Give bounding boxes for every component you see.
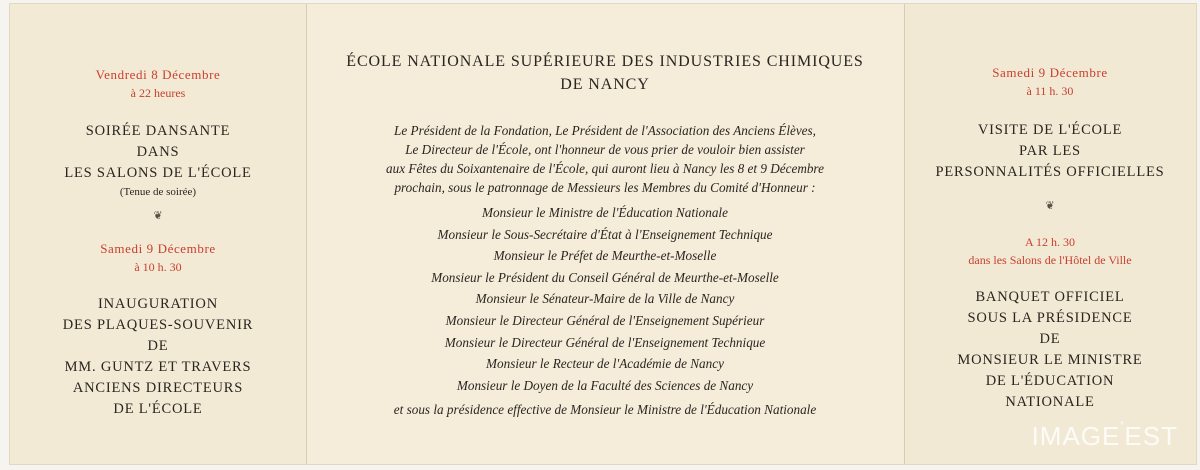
soiree-line-1: SOIRÉE DANSANTE — [85, 123, 231, 139]
intro-line-2: Le Directeur de l'École, ont l'honneur de vous prier de vouloir bien assister — [405, 142, 805, 157]
friday-time: à 22 heures — [130, 86, 186, 100]
banquet-line-6: NATIONALE — [1005, 394, 1095, 410]
intro-line-1: Le Président de la Fondation, Le Président de l'Association des Anciens Élèves, — [394, 123, 816, 138]
school-title-line-1: ÉCOLE NATIONALE SUPÉRIEURE DES INDUSTRIES CHIMIQUES — [346, 53, 864, 70]
banquet-line-5: DE L'ÉDUCATION — [985, 373, 1115, 389]
invitation-card — [10, 4, 1196, 464]
inauguration-line-3: DE — [147, 338, 169, 354]
honor-member: Monsieur le Recteur de l'Académie de Nancy — [486, 356, 724, 372]
dress-code-note: (Tenue de soirée) — [119, 186, 197, 198]
middle-panel — [306, 4, 904, 464]
banquet-line-2: SOUS LA PRÉSIDENCE — [967, 310, 1133, 326]
honor-member: Monsieur le Préfet de Meurthe-et-Moselle — [493, 248, 717, 264]
closing-line: et sous la présidence effective de Monsieur le Ministre de l'Éducation Nationale — [393, 402, 817, 417]
honor-member: Monsieur le Sénateur-Maire de la Ville de Nancy — [475, 291, 735, 307]
honor-member: Monsieur le Président du Conseil Général de Meurthe-et-Moselle — [431, 269, 779, 285]
banquet-line-4: MONSIEUR LE MINISTRE — [957, 352, 1143, 368]
ornament-icon: ❦ — [153, 210, 163, 222]
honor-member: Monsieur le Ministre de l'Éducation Nationale — [482, 205, 728, 220]
honor-member: Monsieur le Doyen de la Faculté des Sciences de Nancy — [456, 377, 754, 393]
inauguration-line-2: DES PLAQUES-SOUVENIR — [62, 317, 254, 333]
school-title-line-2: DE NANCY — [560, 76, 650, 93]
inauguration-line-1: INAUGURATION — [98, 296, 218, 312]
intro-line-3: aux Fêtes du Soixantenaire de l'École, qui auront lieu à Nancy les 8 et 9 Décembre — [386, 161, 824, 176]
banquet-place: dans les Salons de l'Hôtel de Ville — [968, 253, 1132, 267]
visit-line-2: PAR LES — [1019, 143, 1081, 159]
image-est-watermark — [1032, 421, 1178, 452]
banquet-line-3: DE — [1039, 331, 1061, 347]
right-panel — [904, 4, 1196, 464]
saturday-date-right: Samedi 9 Décembre — [992, 65, 1108, 80]
ornament-icon: ❦ — [1045, 200, 1055, 212]
intro-line-4: prochain, sous le patronnage de Messieurs les Membres du Comité d'Honneur : — [394, 180, 816, 195]
fold-line — [306, 4, 307, 464]
soiree-line-2: DANS — [136, 144, 180, 160]
banquet-time: A 12 h. 30 — [1024, 235, 1075, 249]
watermark-right: EST — [1124, 421, 1178, 451]
honor-member: Monsieur le Sous-Secrétaire d'État à l'Enseignement Technique — [437, 226, 773, 242]
honor-member: Monsieur le Directeur Général de l'Enseignement Technique — [444, 334, 766, 350]
honor-member: Monsieur le Directeur Général de l'Enseignement Supérieur — [445, 312, 765, 328]
banquet-line-1: BANQUET OFFICIEL — [975, 289, 1125, 305]
inauguration-line-4: MM. GUNTZ ET TRAVERS — [64, 359, 252, 375]
fold-line — [904, 4, 905, 464]
inauguration-line-5: ANCIENS DIRECTEURS — [72, 380, 244, 396]
saturday-date: Samedi 9 Décembre — [100, 241, 216, 256]
friday-date: Vendredi 8 Décembre — [95, 67, 221, 82]
visit-line-3: PERSONNALITÉS OFFICIELLES — [935, 164, 1165, 180]
visit-line-1: VISITE DE L'ÉCOLE — [977, 122, 1123, 138]
watermark-left: IMAGE — [1031, 421, 1121, 451]
inauguration-line-6: DE L'ÉCOLE — [113, 401, 203, 417]
saturday-time: à 10 h. 30 — [134, 260, 182, 274]
watermark-mark: ' — [1120, 419, 1125, 436]
soiree-line-3: LES SALONS DE L'ÉCOLE — [64, 165, 252, 181]
left-panel — [10, 4, 306, 464]
visit-time: à 11 h. 30 — [1026, 84, 1074, 98]
